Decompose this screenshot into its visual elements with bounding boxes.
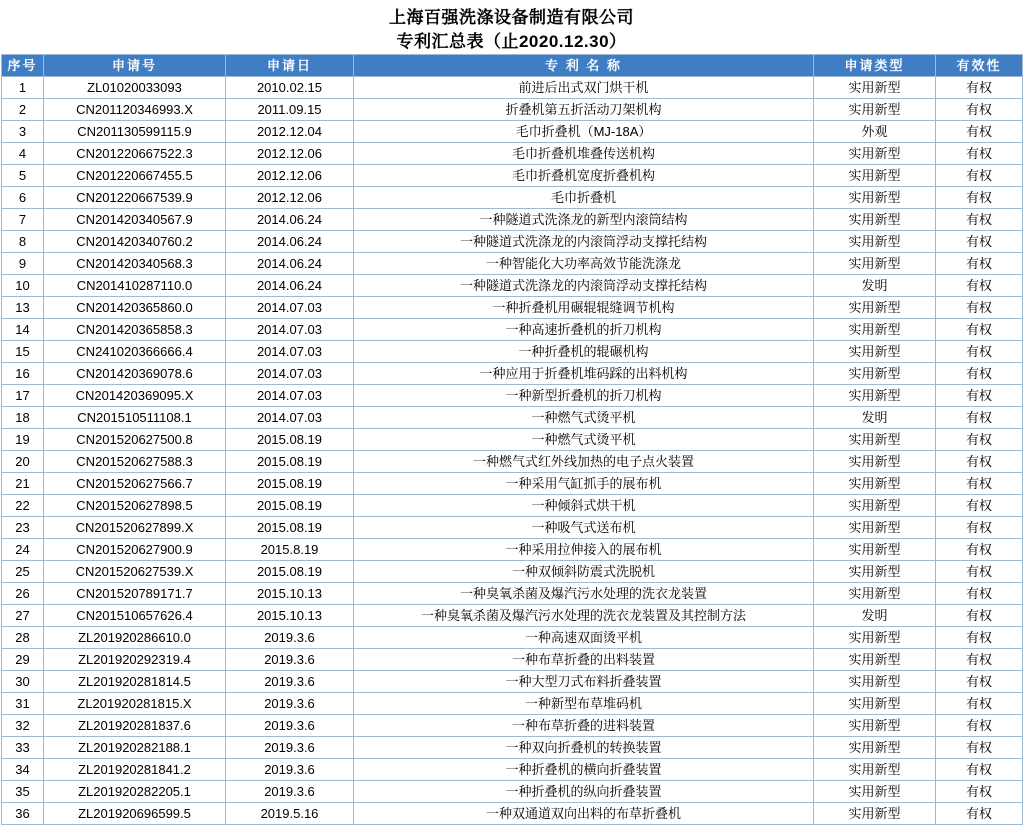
table-row xyxy=(2,803,1023,825)
table-row xyxy=(2,495,1023,517)
table-row xyxy=(2,517,1023,539)
cell-application-date: 2015.08.19 xyxy=(226,495,354,517)
cell-application-type: 实用新型 xyxy=(814,165,936,187)
cell-validity: 有权 xyxy=(936,693,1023,715)
cell-validity: 有权 xyxy=(936,605,1023,627)
cell-validity: 有权 xyxy=(936,77,1023,99)
cell-seq: 32 xyxy=(2,715,44,737)
cell-validity: 有权 xyxy=(936,517,1023,539)
table-header xyxy=(2,55,1023,77)
cell-seq: 8 xyxy=(2,231,44,253)
cell-application-number: ZL201920696599.5 xyxy=(44,803,226,825)
cell-seq: 35 xyxy=(2,781,44,803)
cell-patent-name: 一种采用气缸抓手的展布机 xyxy=(354,473,814,495)
cell-application-type: 实用新型 xyxy=(814,99,936,121)
table-row xyxy=(2,363,1023,385)
cell-application-number: CN201510657626.4 xyxy=(44,605,226,627)
cell-seq: 20 xyxy=(2,451,44,473)
cell-seq: 33 xyxy=(2,737,44,759)
cell-patent-name: 一种吸气式送布机 xyxy=(354,517,814,539)
cell-validity: 有权 xyxy=(936,363,1023,385)
cell-application-type: 实用新型 xyxy=(814,517,936,539)
cell-application-number: ZL201920281837.6 xyxy=(44,715,226,737)
cell-application-date: 2014.07.03 xyxy=(226,297,354,319)
table-row xyxy=(2,121,1023,143)
cell-validity: 有权 xyxy=(936,649,1023,671)
table-row xyxy=(2,99,1023,121)
cell-application-date: 2019.3.6 xyxy=(226,737,354,759)
cell-application-date: 2015.08.19 xyxy=(226,429,354,451)
cell-application-date: 2014.07.03 xyxy=(226,407,354,429)
cell-application-type: 实用新型 xyxy=(814,363,936,385)
table-row xyxy=(2,627,1023,649)
cell-seq: 1 xyxy=(2,77,44,99)
column-header-patent-name: 专 利 名 称 xyxy=(354,55,814,77)
cell-seq: 21 xyxy=(2,473,44,495)
cell-patent-name: 一种折叠机的纵向折叠装置 xyxy=(354,781,814,803)
table-row xyxy=(2,187,1023,209)
cell-application-date: 2014.06.24 xyxy=(226,209,354,231)
cell-patent-name: 毛巾折叠机 xyxy=(354,187,814,209)
cell-application-type: 实用新型 xyxy=(814,759,936,781)
cell-application-date: 2012.12.06 xyxy=(226,143,354,165)
cell-patent-name: 一种高速折叠机的折刀机构 xyxy=(354,319,814,341)
table-row xyxy=(2,77,1023,99)
cell-seq: 27 xyxy=(2,605,44,627)
cell-application-type: 实用新型 xyxy=(814,627,936,649)
cell-application-number: CN201220667455.5 xyxy=(44,165,226,187)
cell-validity: 有权 xyxy=(936,165,1023,187)
table-row xyxy=(2,715,1023,737)
cell-patent-name: 一种高速双面烫平机 xyxy=(354,627,814,649)
cell-application-number: CN201520627900.9 xyxy=(44,539,226,561)
table-row xyxy=(2,781,1023,803)
column-header-validity: 有效性 xyxy=(936,55,1023,77)
cell-application-number: CN201130599115.9 xyxy=(44,121,226,143)
cell-application-date: 2019.3.6 xyxy=(226,671,354,693)
cell-application-date: 2015.08.19 xyxy=(226,517,354,539)
cell-seq: 6 xyxy=(2,187,44,209)
cell-application-date: 2019.3.6 xyxy=(226,715,354,737)
cell-application-type: 实用新型 xyxy=(814,583,936,605)
cell-validity: 有权 xyxy=(936,737,1023,759)
cell-application-type: 实用新型 xyxy=(814,143,936,165)
table-body xyxy=(2,77,1023,825)
cell-patent-name: 毛巾折叠机宽度折叠机构 xyxy=(354,165,814,187)
cell-seq: 14 xyxy=(2,319,44,341)
cell-patent-name: 一种倾斜式烘干机 xyxy=(354,495,814,517)
cell-application-date: 2014.07.03 xyxy=(226,385,354,407)
cell-seq: 13 xyxy=(2,297,44,319)
cell-validity: 有权 xyxy=(936,99,1023,121)
cell-validity: 有权 xyxy=(936,209,1023,231)
cell-application-date: 2010.02.15 xyxy=(226,77,354,99)
column-header-application-number: 申请号 xyxy=(44,55,226,77)
table-row xyxy=(2,759,1023,781)
table-row xyxy=(2,385,1023,407)
cell-application-type: 实用新型 xyxy=(814,429,936,451)
cell-application-number: CN201120346993.X xyxy=(44,99,226,121)
cell-validity: 有权 xyxy=(936,583,1023,605)
cell-application-date: 2019.3.6 xyxy=(226,759,354,781)
cell-application-date: 2012.12.06 xyxy=(226,165,354,187)
table-title: 专利汇总表（止2020.12.30） xyxy=(396,32,627,51)
cell-seq: 22 xyxy=(2,495,44,517)
table-row xyxy=(2,583,1023,605)
cell-validity: 有权 xyxy=(936,143,1023,165)
cell-patent-name: 一种双倾斜防震式洗脱机 xyxy=(354,561,814,583)
table-row xyxy=(2,209,1023,231)
cell-application-number: ZL201920282205.1 xyxy=(44,781,226,803)
cell-validity: 有权 xyxy=(936,671,1023,693)
column-header-application-date: 申请日 xyxy=(226,55,354,77)
cell-seq: 23 xyxy=(2,517,44,539)
patent-summary-table xyxy=(1,54,1023,825)
cell-seq: 26 xyxy=(2,583,44,605)
table-row xyxy=(2,253,1023,275)
cell-patent-name: 一种折叠机的辊碾机构 xyxy=(354,341,814,363)
cell-application-type: 外观 xyxy=(814,121,936,143)
cell-seq: 3 xyxy=(2,121,44,143)
cell-patent-name: 一种应用于折叠机堆码踩的出料机构 xyxy=(354,363,814,385)
cell-patent-name: 一种燃气式红外线加热的电子点火装置 xyxy=(354,451,814,473)
cell-seq: 31 xyxy=(2,693,44,715)
table-row xyxy=(2,429,1023,451)
cell-application-date: 2014.07.03 xyxy=(226,341,354,363)
cell-application-date: 2019.3.6 xyxy=(226,693,354,715)
cell-application-date: 2019.3.6 xyxy=(226,781,354,803)
cell-application-type: 实用新型 xyxy=(814,473,936,495)
cell-validity: 有权 xyxy=(936,451,1023,473)
cell-application-type: 实用新型 xyxy=(814,737,936,759)
cell-application-type: 实用新型 xyxy=(814,671,936,693)
cell-application-type: 实用新型 xyxy=(814,77,936,99)
cell-seq: 24 xyxy=(2,539,44,561)
cell-seq: 9 xyxy=(2,253,44,275)
table-row xyxy=(2,737,1023,759)
cell-application-type: 实用新型 xyxy=(814,539,936,561)
cell-patent-name: 一种新型折叠机的折刀机构 xyxy=(354,385,814,407)
cell-application-date: 2019.3.6 xyxy=(226,627,354,649)
cell-application-type: 实用新型 xyxy=(814,693,936,715)
cell-patent-name: 一种双通道双向出料的布草折叠机 xyxy=(354,803,814,825)
cell-patent-name: 一种折叠机用碾辊辊缝调节机构 xyxy=(354,297,814,319)
document-title-block xyxy=(0,0,1023,54)
cell-application-type: 实用新型 xyxy=(814,209,936,231)
company-name: 上海百强洗涤设备制造有限公司 xyxy=(389,8,634,27)
cell-validity: 有权 xyxy=(936,297,1023,319)
cell-patent-name: 一种大型刀式布料折叠装置 xyxy=(354,671,814,693)
cell-seq: 34 xyxy=(2,759,44,781)
cell-application-number: CN201520627588.3 xyxy=(44,451,226,473)
cell-application-type: 实用新型 xyxy=(814,341,936,363)
cell-patent-name: 一种智能化大功率高效节能洗涤龙 xyxy=(354,253,814,275)
cell-application-type: 实用新型 xyxy=(814,187,936,209)
table-row xyxy=(2,693,1023,715)
cell-application-type: 实用新型 xyxy=(814,297,936,319)
table-row xyxy=(2,319,1023,341)
table-row xyxy=(2,473,1023,495)
cell-validity: 有权 xyxy=(936,121,1023,143)
cell-application-date: 2015.10.13 xyxy=(226,583,354,605)
cell-application-number: CN201220667522.3 xyxy=(44,143,226,165)
cell-application-date: 2011.09.15 xyxy=(226,99,354,121)
cell-patent-name: 一种燃气式烫平机 xyxy=(354,429,814,451)
cell-application-number: CN201520627566.7 xyxy=(44,473,226,495)
cell-application-type: 实用新型 xyxy=(814,803,936,825)
cell-patent-name: 一种隧道式洗涤龙的内滚筒浮动支撑托结构 xyxy=(354,231,814,253)
table-row xyxy=(2,407,1023,429)
cell-application-number: CN201410287110.0 xyxy=(44,275,226,297)
cell-application-type: 实用新型 xyxy=(814,495,936,517)
cell-validity: 有权 xyxy=(936,407,1023,429)
header-row xyxy=(2,55,1023,77)
table-row xyxy=(2,297,1023,319)
cell-validity: 有权 xyxy=(936,539,1023,561)
cell-seq: 4 xyxy=(2,143,44,165)
cell-validity: 有权 xyxy=(936,385,1023,407)
table-row xyxy=(2,561,1023,583)
cell-seq: 10 xyxy=(2,275,44,297)
table-row xyxy=(2,231,1023,253)
cell-application-number: CN201420369095.X xyxy=(44,385,226,407)
cell-validity: 有权 xyxy=(936,341,1023,363)
cell-patent-name: 一种新型布草堆码机 xyxy=(354,693,814,715)
cell-seq: 19 xyxy=(2,429,44,451)
cell-application-number: CN201220667539.9 xyxy=(44,187,226,209)
table-row xyxy=(2,605,1023,627)
cell-application-date: 2014.07.03 xyxy=(226,319,354,341)
cell-seq: 30 xyxy=(2,671,44,693)
cell-application-date: 2015.8.19 xyxy=(226,539,354,561)
cell-application-type: 实用新型 xyxy=(814,451,936,473)
column-header-application-type: 申请类型 xyxy=(814,55,936,77)
cell-validity: 有权 xyxy=(936,187,1023,209)
cell-seq: 2 xyxy=(2,99,44,121)
table-row xyxy=(2,671,1023,693)
cell-seq: 7 xyxy=(2,209,44,231)
table-row xyxy=(2,143,1023,165)
table-row xyxy=(2,539,1023,561)
cell-patent-name: 一种臭氧杀菌及爆汽污水处理的洗衣龙装置及其控制方法 xyxy=(354,605,814,627)
table-row xyxy=(2,649,1023,671)
cell-application-number: CN201420340567.9 xyxy=(44,209,226,231)
cell-application-date: 2014.07.03 xyxy=(226,363,354,385)
cell-application-number: CN201420365860.0 xyxy=(44,297,226,319)
cell-validity: 有权 xyxy=(936,627,1023,649)
cell-application-type: 实用新型 xyxy=(814,561,936,583)
cell-patent-name: 毛巾折叠机堆叠传送机构 xyxy=(354,143,814,165)
cell-application-number: ZL201920281815.X xyxy=(44,693,226,715)
cell-application-number: ZL201920281841.2 xyxy=(44,759,226,781)
cell-patent-name: 一种隧道式洗涤龙的内滚筒浮动支撑托结构 xyxy=(354,275,814,297)
cell-application-date: 2014.06.24 xyxy=(226,253,354,275)
cell-validity: 有权 xyxy=(936,275,1023,297)
cell-validity: 有权 xyxy=(936,803,1023,825)
cell-application-type: 发明 xyxy=(814,605,936,627)
cell-patent-name: 一种采用拉伸接入的展布机 xyxy=(354,539,814,561)
cell-application-number: CN201520627500.8 xyxy=(44,429,226,451)
cell-seq: 18 xyxy=(2,407,44,429)
cell-application-number: CN201520627899.X xyxy=(44,517,226,539)
cell-application-date: 2015.08.19 xyxy=(226,473,354,495)
cell-patent-name: 折叠机第五折活动刀架机构 xyxy=(354,99,814,121)
cell-seq: 16 xyxy=(2,363,44,385)
cell-application-type: 发明 xyxy=(814,407,936,429)
table-row xyxy=(2,165,1023,187)
cell-seq: 15 xyxy=(2,341,44,363)
cell-patent-name: 一种折叠机的横向折叠装置 xyxy=(354,759,814,781)
cell-application-type: 实用新型 xyxy=(814,781,936,803)
cell-application-date: 2012.12.06 xyxy=(226,187,354,209)
cell-seq: 25 xyxy=(2,561,44,583)
cell-application-type: 实用新型 xyxy=(814,715,936,737)
cell-application-number: ZL201920286610.0 xyxy=(44,627,226,649)
table-row xyxy=(2,341,1023,363)
cell-application-type: 实用新型 xyxy=(814,253,936,275)
cell-application-date: 2012.12.04 xyxy=(226,121,354,143)
cell-patent-name: 一种隧道式洗涤龙的新型内滚筒结构 xyxy=(354,209,814,231)
cell-patent-name: 一种燃气式烫平机 xyxy=(354,407,814,429)
cell-application-type: 实用新型 xyxy=(814,385,936,407)
cell-application-date: 2015.10.13 xyxy=(226,605,354,627)
cell-patent-name: 一种布草折叠的出料装置 xyxy=(354,649,814,671)
cell-validity: 有权 xyxy=(936,231,1023,253)
cell-seq: 36 xyxy=(2,803,44,825)
cell-application-type: 实用新型 xyxy=(814,319,936,341)
cell-application-date: 2019.3.6 xyxy=(226,649,354,671)
cell-seq: 5 xyxy=(2,165,44,187)
cell-validity: 有权 xyxy=(936,759,1023,781)
cell-seq: 29 xyxy=(2,649,44,671)
cell-application-date: 2014.06.24 xyxy=(226,275,354,297)
cell-application-type: 发明 xyxy=(814,275,936,297)
cell-application-date: 2015.08.19 xyxy=(226,451,354,473)
cell-validity: 有权 xyxy=(936,473,1023,495)
cell-validity: 有权 xyxy=(936,319,1023,341)
cell-application-date: 2015.08.19 xyxy=(226,561,354,583)
cell-patent-name: 一种布草折叠的进料装置 xyxy=(354,715,814,737)
cell-application-date: 2014.06.24 xyxy=(226,231,354,253)
cell-validity: 有权 xyxy=(936,781,1023,803)
cell-application-number: CN201520789171.7 xyxy=(44,583,226,605)
cell-seq: 28 xyxy=(2,627,44,649)
column-header-seq: 序号 xyxy=(2,55,44,77)
cell-application-number: ZL201920282188.1 xyxy=(44,737,226,759)
table-row xyxy=(2,451,1023,473)
cell-application-number: CN201420340568.3 xyxy=(44,253,226,275)
cell-patent-name: 前进后出式双门烘干机 xyxy=(354,77,814,99)
cell-patent-name: 毛巾折叠机（MJ-18A） xyxy=(354,121,814,143)
cell-validity: 有权 xyxy=(936,561,1023,583)
cell-seq: 17 xyxy=(2,385,44,407)
table-row xyxy=(2,275,1023,297)
cell-validity: 有权 xyxy=(936,495,1023,517)
cell-application-number: CN201510511108.1 xyxy=(44,407,226,429)
cell-application-number: CN201520627898.5 xyxy=(44,495,226,517)
cell-application-number: CN201420369078.6 xyxy=(44,363,226,385)
cell-application-number: CN201420365858.3 xyxy=(44,319,226,341)
cell-validity: 有权 xyxy=(936,715,1023,737)
cell-application-number: ZL01020033093 xyxy=(44,77,226,99)
cell-patent-name: 一种臭氧杀菌及爆汽污水处理的洗衣龙装置 xyxy=(354,583,814,605)
cell-application-number: CN201520627539.X xyxy=(44,561,226,583)
cell-application-date: 2019.5.16 xyxy=(226,803,354,825)
cell-patent-name: 一种双向折叠机的转换装置 xyxy=(354,737,814,759)
cell-validity: 有权 xyxy=(936,429,1023,451)
cell-application-type: 实用新型 xyxy=(814,649,936,671)
cell-application-number: ZL201920292319.4 xyxy=(44,649,226,671)
cell-application-number: ZL201920281814.5 xyxy=(44,671,226,693)
cell-validity: 有权 xyxy=(936,253,1023,275)
cell-application-number: CN241020366666.4 xyxy=(44,341,226,363)
cell-application-number: CN201420340760.2 xyxy=(44,231,226,253)
cell-application-type: 实用新型 xyxy=(814,231,936,253)
